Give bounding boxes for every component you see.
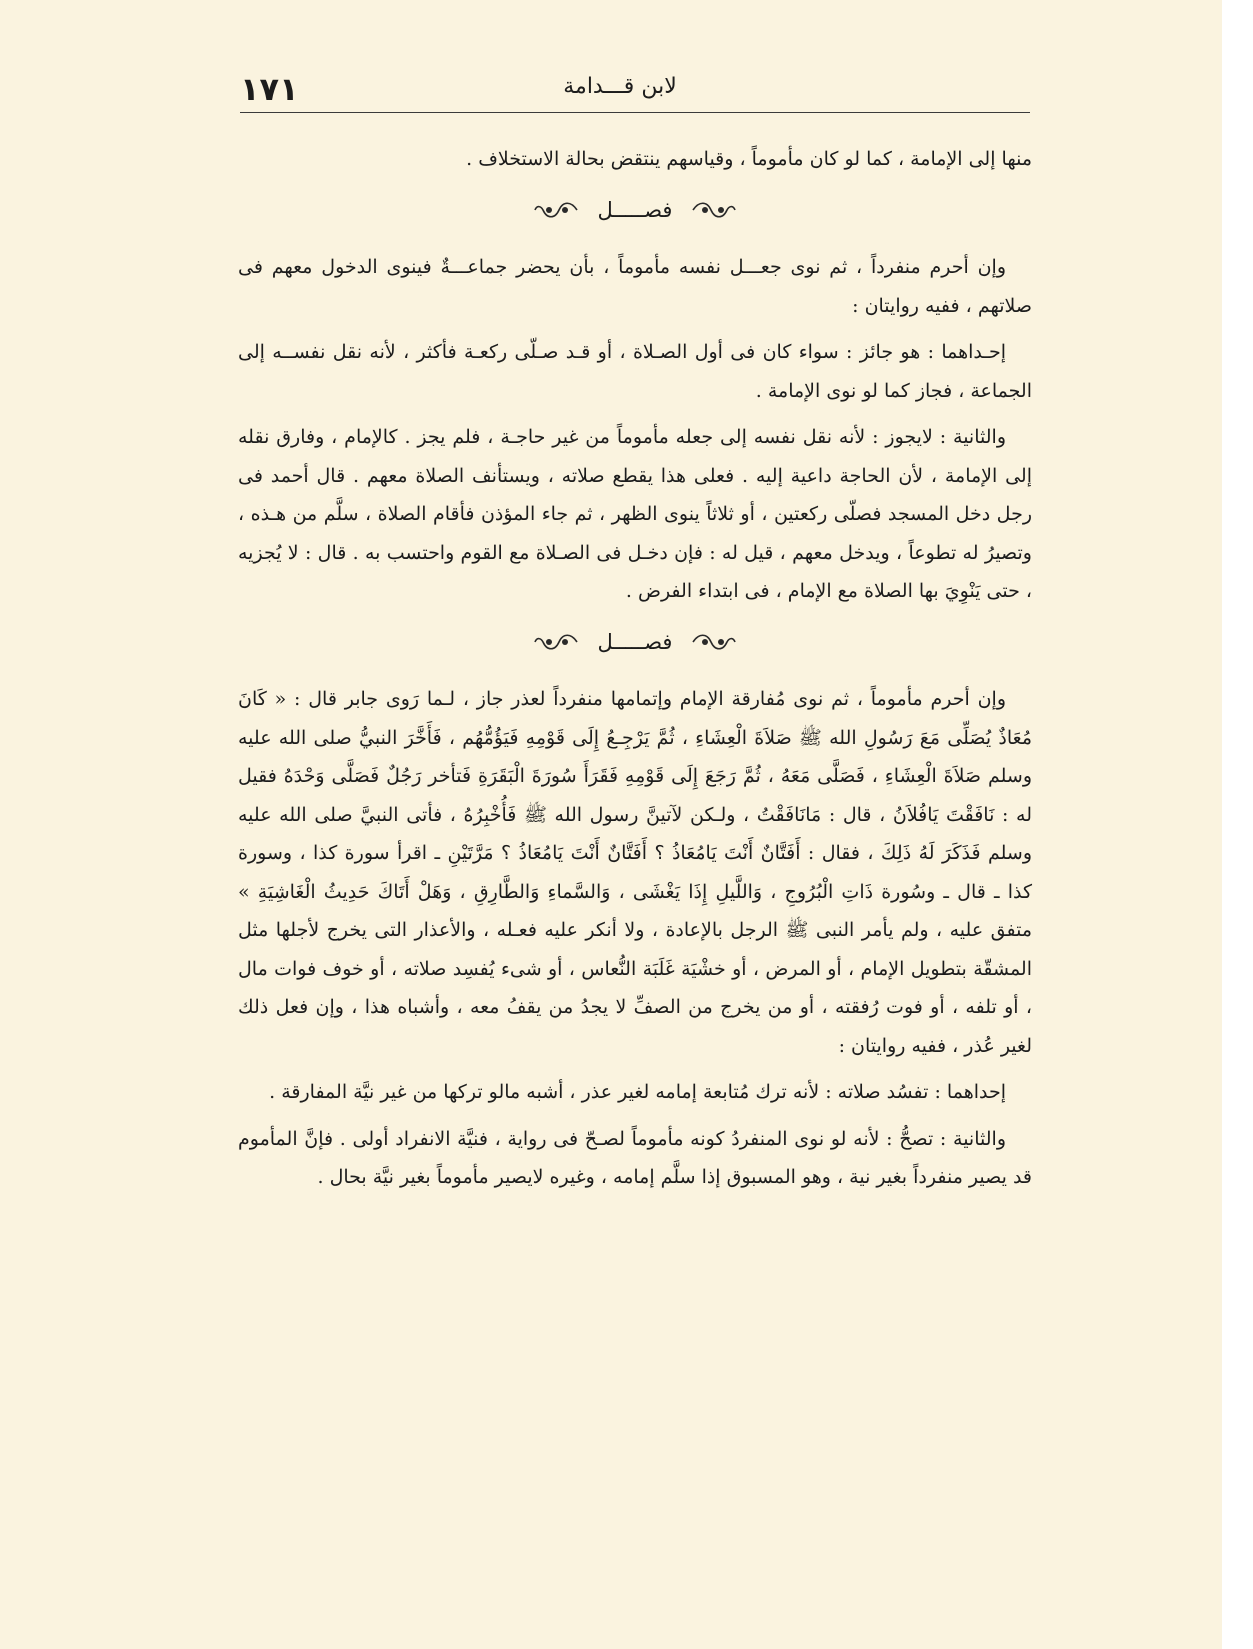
page-number: ١٧١ [240,70,299,108]
running-title: لابن قـــدامة [563,74,677,99]
paragraph: منها إلى الإمامة ، كما لو كان مأموماً ، وقياسهم ينتقض بحالة الاستخلاف . [466,148,1032,170]
ornament-icon [533,199,579,221]
paragraph: والثانية : تصحُّ : لأنه لو نوى المنفردُ كونه مأموماً لصـحّ فى رواية ، فنيَّة الانفراد أولى . فإنَّ المأموم قد يصير منفرداً بغير نية ، وهو المسبوق إذا سلَّم إمامه ، وغيره لايصير مأموماً بغير نيَّة بحال . [238,1127,1032,1188]
paragraph: وإن أحرم مأموماً ، ثم نوى مُفارقة الإمام وإتمامها منفرداً لعذر جاز ، لـما رَوى جابر قال : « كَانَ مُعَاذٌ يُصَلِّى مَعَ رَسُولِ الله ﷺ صَلاَةَ الْعِشَاءِ ، ثُمَّ يَرْجِـعُ إِلَى قَوْمِهِ فَيَؤُمُّهُم ، فَأَخَّرَ النبيُّ صلى الله عليه وسلم صَلاَةَ الْعِشَاءِ ، فَصَلَّى مَعَهُ ، ثُمَّ رَجَعَ إِلَى قَوْمِهِ فَقَرَأَ سُورَةَ الْبَقَرَةِ فَتأخر رَجُلٌ فَصَلَّى وَحْدَهُ فقيل له : نَافَقْتَ يَافُلاَنُ ، قال : مَانَافَقْتُ ، ولـكن لآتينَّ رسول الله ﷺ فَأُخْبِرُهُ ، فأتى النبيَّ صلى الله عليه وسلم فَذَكَرَ لَهُ ذَلِكَ ، فقال : أَفَتَّانٌ أَنْتَ يَامُعَاذُ ؟ أَفَتَّانٌ أَنْتَ يَامُعَاذُ ؟ مَرَّتَيْنِ ـ اقرأ سورة كذا ، وسورة كذا ـ قال ـ وسُورة ذَاتِ الْبُرُوجِ ، وَاللَّيلِ إِذَا يَغْشَى ، وَالسَّماءِ وَالطَّارِقِ ، وَهَلْ أَتَاكَ حَدِيثُ الْغَاشِيَةِ » متفق عليه ، ولم يأمر النبى ﷺ الرجل بالإعادة ، ولا أنكر عليه فعـله ، والأعذار التى يخرج لأجلها مثل المشقّة بتطويل الإمام ، أو المرض ، أو خشْيَة غَلَبَة النُّعاس ، أو شىء يُفسِد صلاته ، أو خوف فوات مال ، أو تلفه ، أو فوت رُفقته ، أو من يخرج من الصفِّ لا يجدُ من يقفُ معه ، وأشباه هذا ، وإن فعل ذلك لغير عُذر ، ففيه روايتان : [238,688,1032,1057]
section-heading-label: فصـــــل [597,630,673,654]
section-heading-label: فصـــــل [597,198,673,222]
header-rule [240,112,1030,113]
section-heading-fasl-2 [238,621,1032,663]
ornament-icon [691,631,737,653]
paragraph: والثانية : لايجوز : لأنه نقل نفسه إلى جعله مأموماً من غير حاجـة ، فلم يجز . كالإمام ، وفارق نقله إلى الإمامة ، لأن الحاجة داعية إليه . فعلى هذا يقطع صلاته ، ويستأنف الصلاة معهم . قال أحمد فى رجل دخل المسجد فصلّى ركعتين ، أو ثلاثاً ينوى الظهر ، ثم جاء المؤذن فأقام الصلاة ، سلَّم من هـذه ، وتصيرُ له تطوعاً ، ويدخل معهم ، قيل له : فإن دخـل فى الصـلاة مع القوم واحتسب به . قال : لا يُجزيه ، حتى يَنْوِيَ بها الصلاة مع الإمام ، فى ابتداء الفرض . [238,426,1032,602]
scan-margin [1223,0,1253,1649]
ornament-icon [533,631,579,653]
page-body [238,140,1032,1205]
ornament-icon [691,199,737,221]
paragraph: إحداهما : تفسُد صلاته : لأنه ترك مُتابعة إمامه لغير عذر ، أشبه مالو تركها من غير نيَّة المفارقة . [269,1081,1006,1103]
paragraph: وإن أحرم منفرداً ، ثم نوى جعـــل نفسه مأموماً ، بأن يحضر جماعـــةٌ فينوى الدخول معهم فى صلاتهم ، ففيه روايتان : [238,256,1032,317]
paragraph: إحـداهما : هو جائز : سواء كان فى أول الصـلاة ، أو قـد صـلّى ركعـة فأكثر ، لأنه نقل نفســه إلى الجماعة ، فجاز كما لو نوى الإمامة . [238,341,1032,402]
section-heading-fasl-1 [238,189,1032,231]
